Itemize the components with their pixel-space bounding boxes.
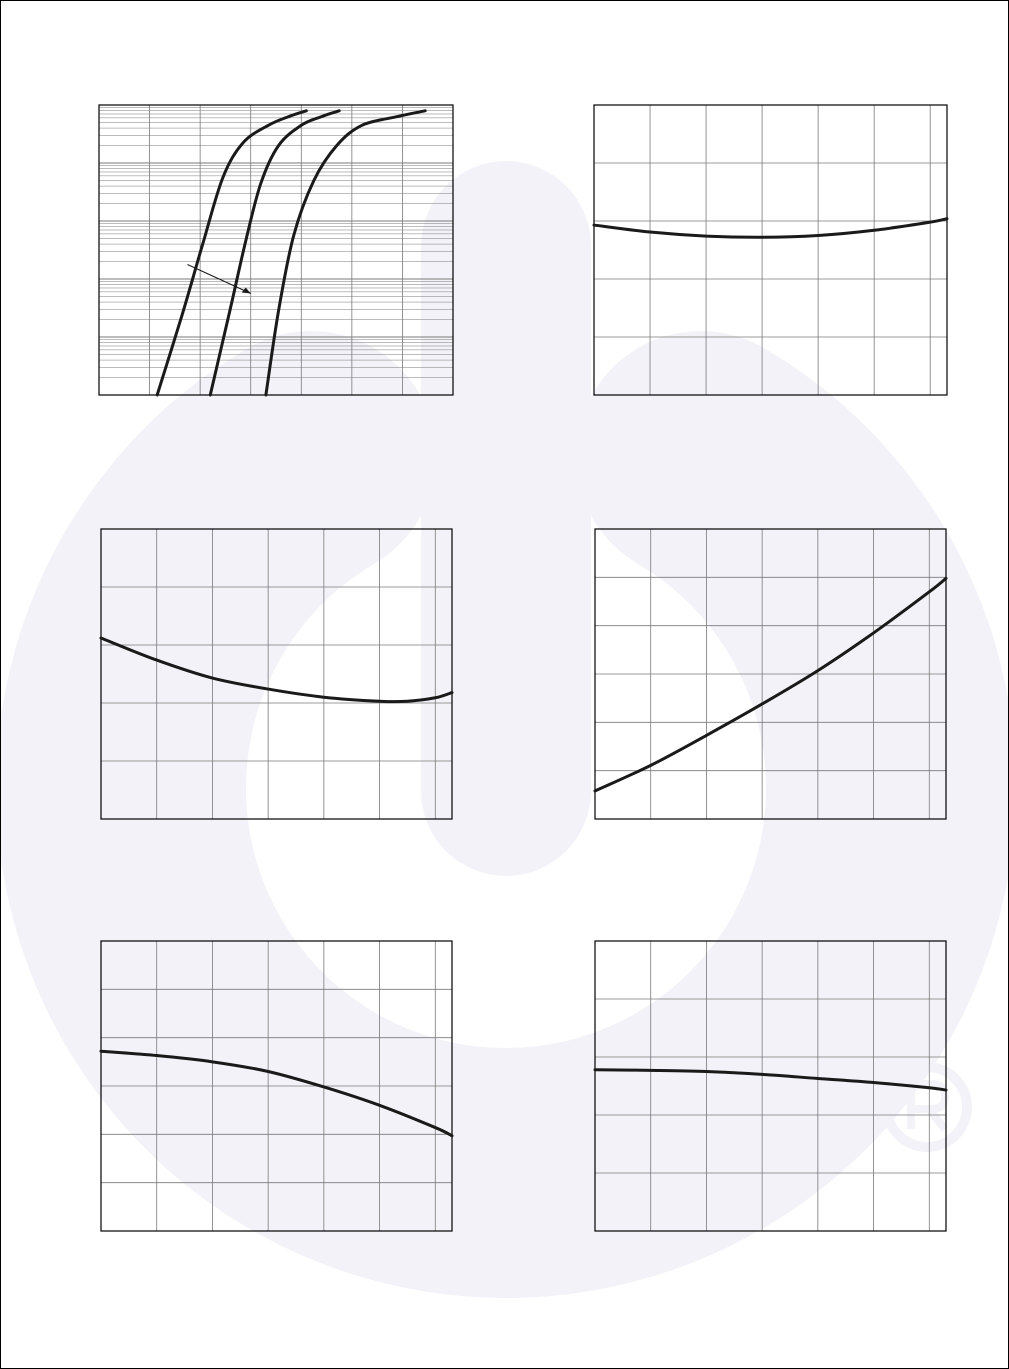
chart-6	[1, 1, 1008, 1368]
series-line-1	[595, 1070, 946, 1090]
grid	[595, 941, 946, 1231]
plot-frame	[595, 941, 946, 1231]
